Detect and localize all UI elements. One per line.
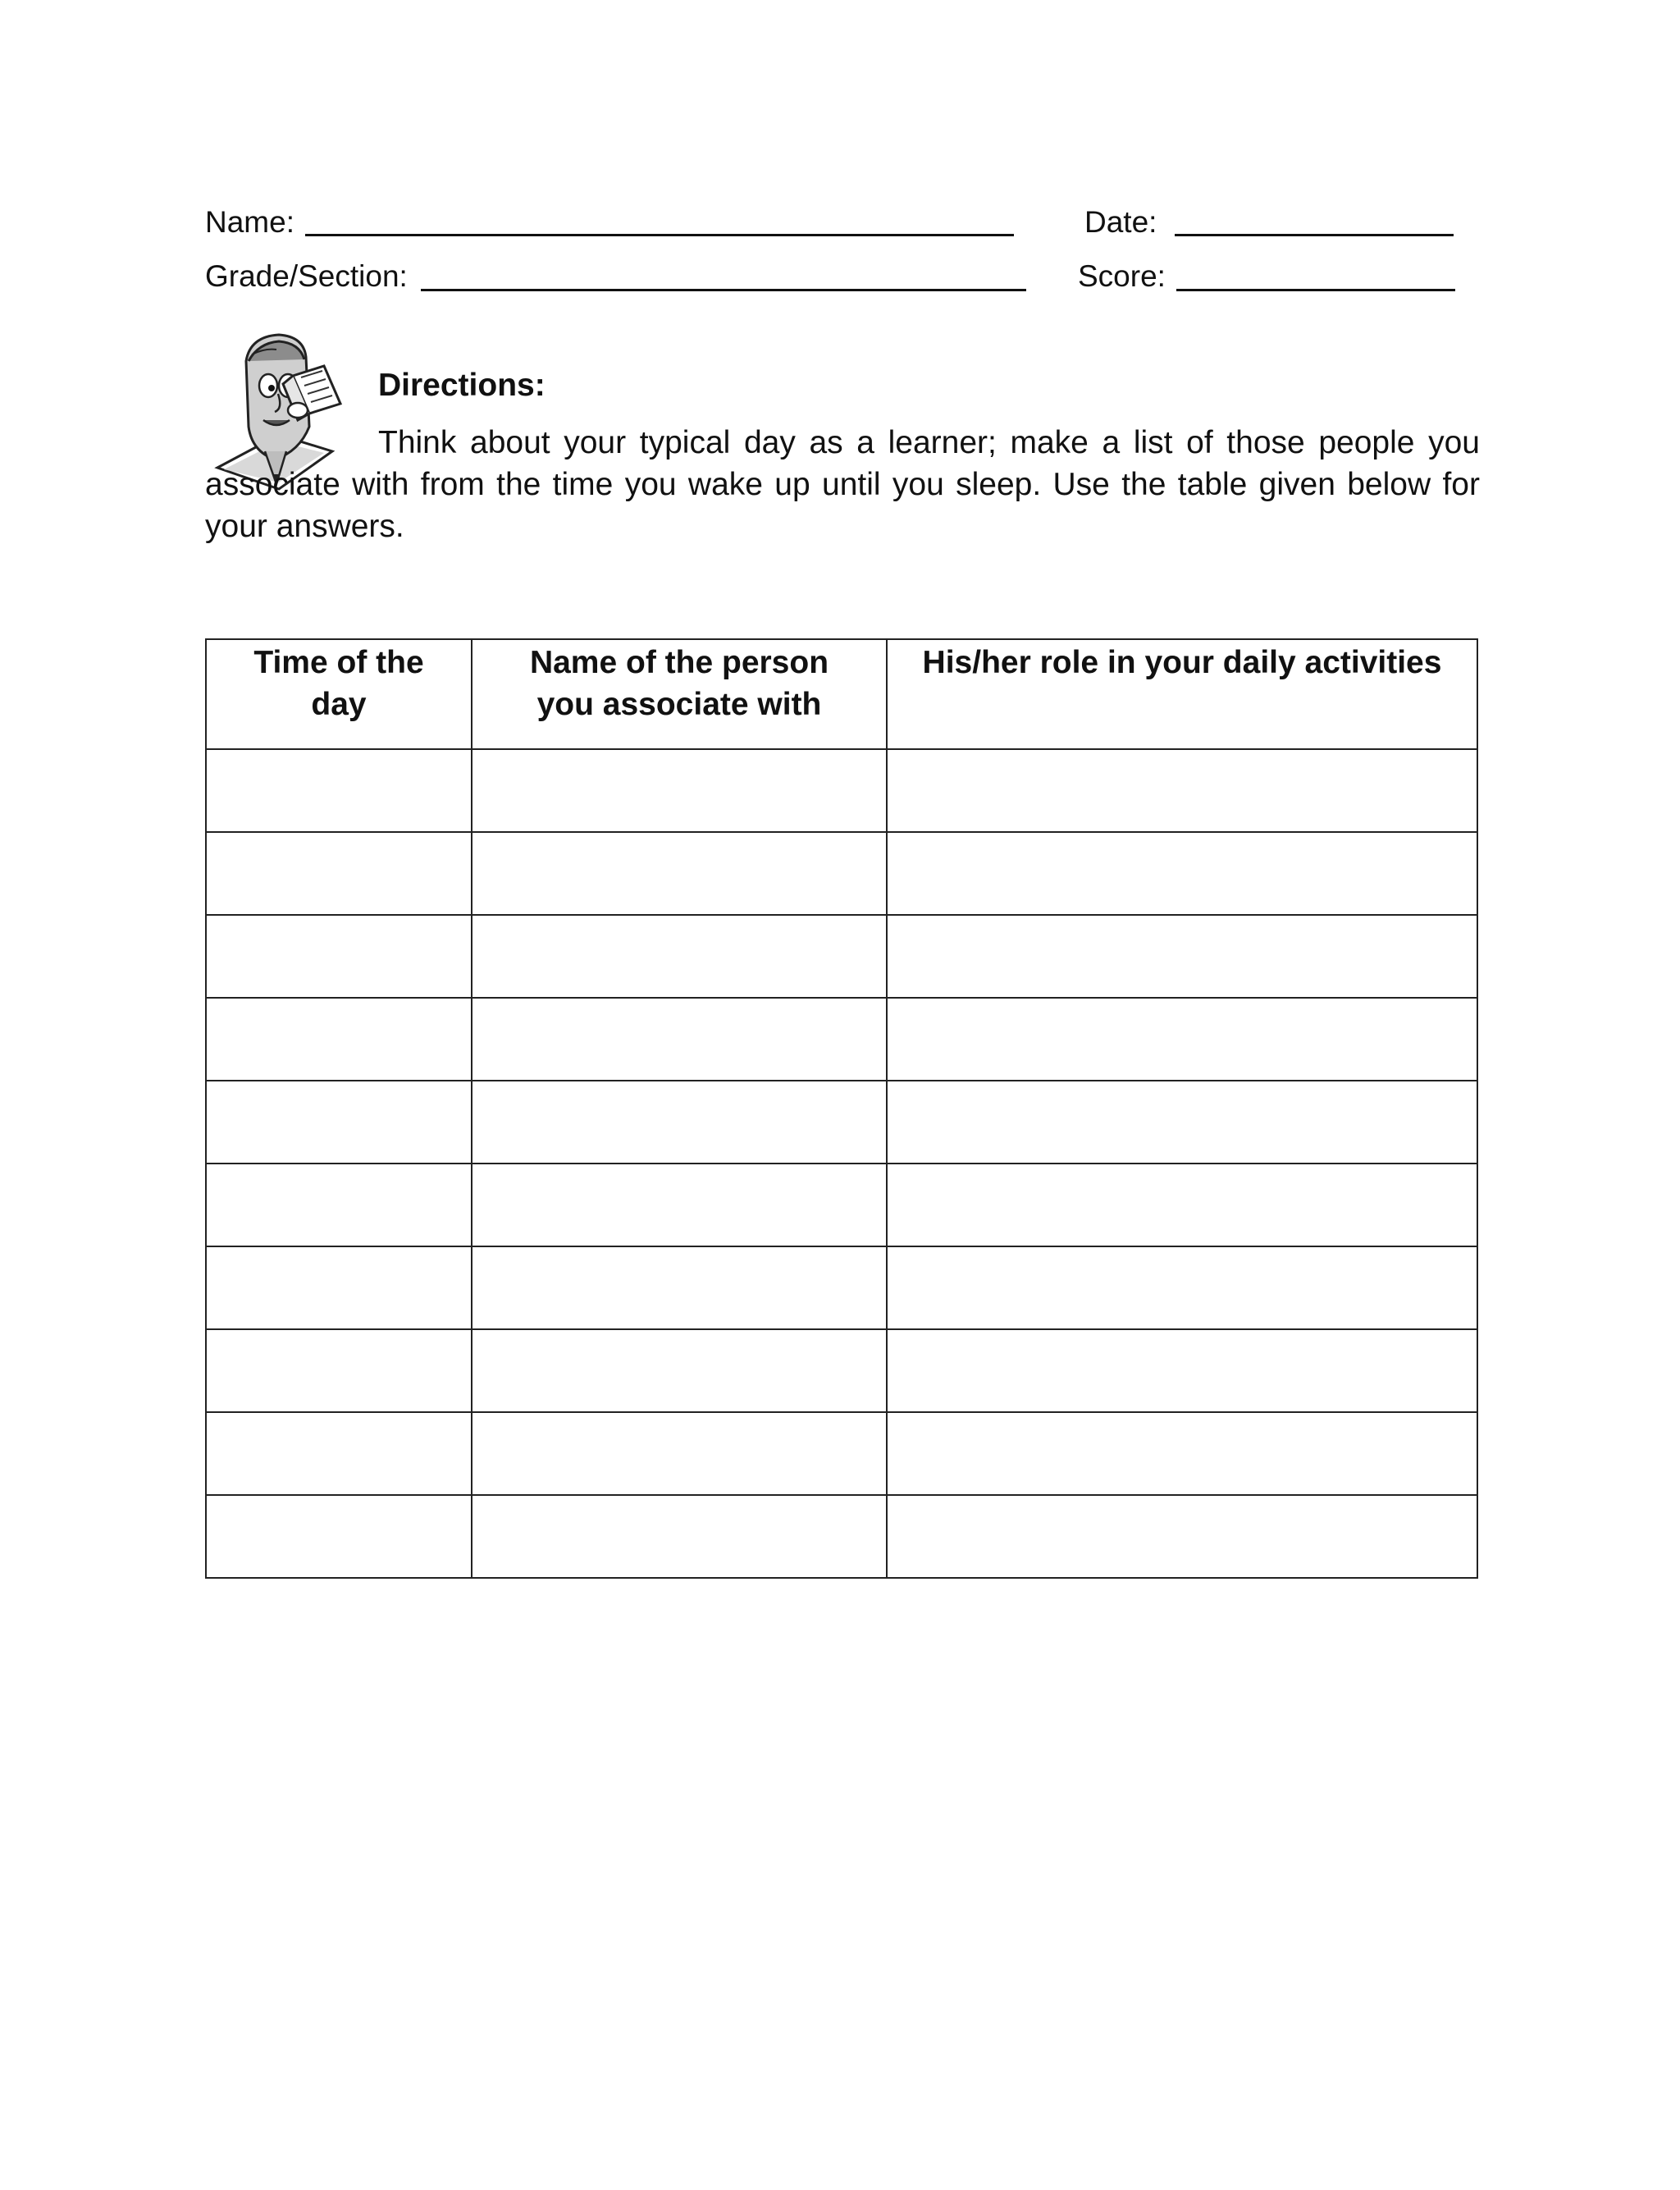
person-cell[interactable] (472, 1081, 887, 1164)
role-cell[interactable] (887, 749, 1477, 832)
role-cell[interactable] (887, 1412, 1477, 1495)
table-row (206, 1081, 1477, 1164)
table-row (206, 1246, 1477, 1329)
column-header-time: Time of the day (206, 639, 472, 749)
directions-text: Think about your typical day as a learner; make a list of those people you associate with from the time you wake up until you sleep. Use the table given below for your answers. (205, 425, 1480, 544)
role-cell[interactable] (887, 1164, 1477, 1246)
role-cell[interactable] (887, 1495, 1477, 1578)
time-cell[interactable] (206, 749, 472, 832)
role-cell[interactable] (887, 1246, 1477, 1329)
table-row (206, 1412, 1477, 1495)
table-header-row (206, 639, 1477, 749)
person-cell[interactable] (472, 1164, 887, 1246)
directions-heading: Directions: (378, 368, 546, 403)
table-row (206, 1164, 1477, 1246)
time-cell[interactable] (206, 832, 472, 915)
grade-section-field[interactable] (421, 289, 1026, 291)
role-cell[interactable] (887, 1329, 1477, 1412)
score-field[interactable] (1176, 289, 1455, 291)
date-field[interactable] (1175, 234, 1454, 236)
table-row (206, 749, 1477, 832)
time-cell[interactable] (206, 915, 472, 998)
person-cell[interactable] (472, 915, 887, 998)
table-row (206, 998, 1477, 1081)
role-cell[interactable] (887, 1081, 1477, 1164)
person-cell[interactable] (472, 1412, 887, 1495)
name-label: Name: (205, 205, 294, 239)
person-cell[interactable] (472, 1495, 887, 1578)
time-cell[interactable] (206, 1081, 472, 1164)
person-cell[interactable] (472, 998, 887, 1081)
time-cell[interactable] (206, 1495, 472, 1578)
time-cell[interactable] (206, 1329, 472, 1412)
time-cell[interactable] (206, 1246, 472, 1329)
column-header-role: His/her role in your daily activities (887, 639, 1477, 749)
date-label: Date: (1084, 205, 1157, 239)
table-row (206, 832, 1477, 915)
person-cell[interactable] (472, 1329, 887, 1412)
person-cell[interactable] (472, 749, 887, 832)
table-row (206, 1329, 1477, 1412)
role-cell[interactable] (887, 998, 1477, 1081)
person-cell[interactable] (472, 1246, 887, 1329)
role-cell[interactable] (887, 915, 1477, 998)
table-row (206, 915, 1477, 998)
time-cell[interactable] (206, 998, 472, 1081)
table-row (206, 1495, 1477, 1578)
score-label: Score: (1078, 259, 1166, 293)
name-field[interactable] (305, 234, 1014, 236)
column-header-person: Name of the person you associate with (472, 639, 887, 749)
activity-table (205, 638, 1478, 1579)
grade-section-label: Grade/Section: (205, 259, 408, 293)
time-cell[interactable] (206, 1164, 472, 1246)
person-cell[interactable] (472, 832, 887, 915)
role-cell[interactable] (887, 832, 1477, 915)
time-cell[interactable] (206, 1412, 472, 1495)
